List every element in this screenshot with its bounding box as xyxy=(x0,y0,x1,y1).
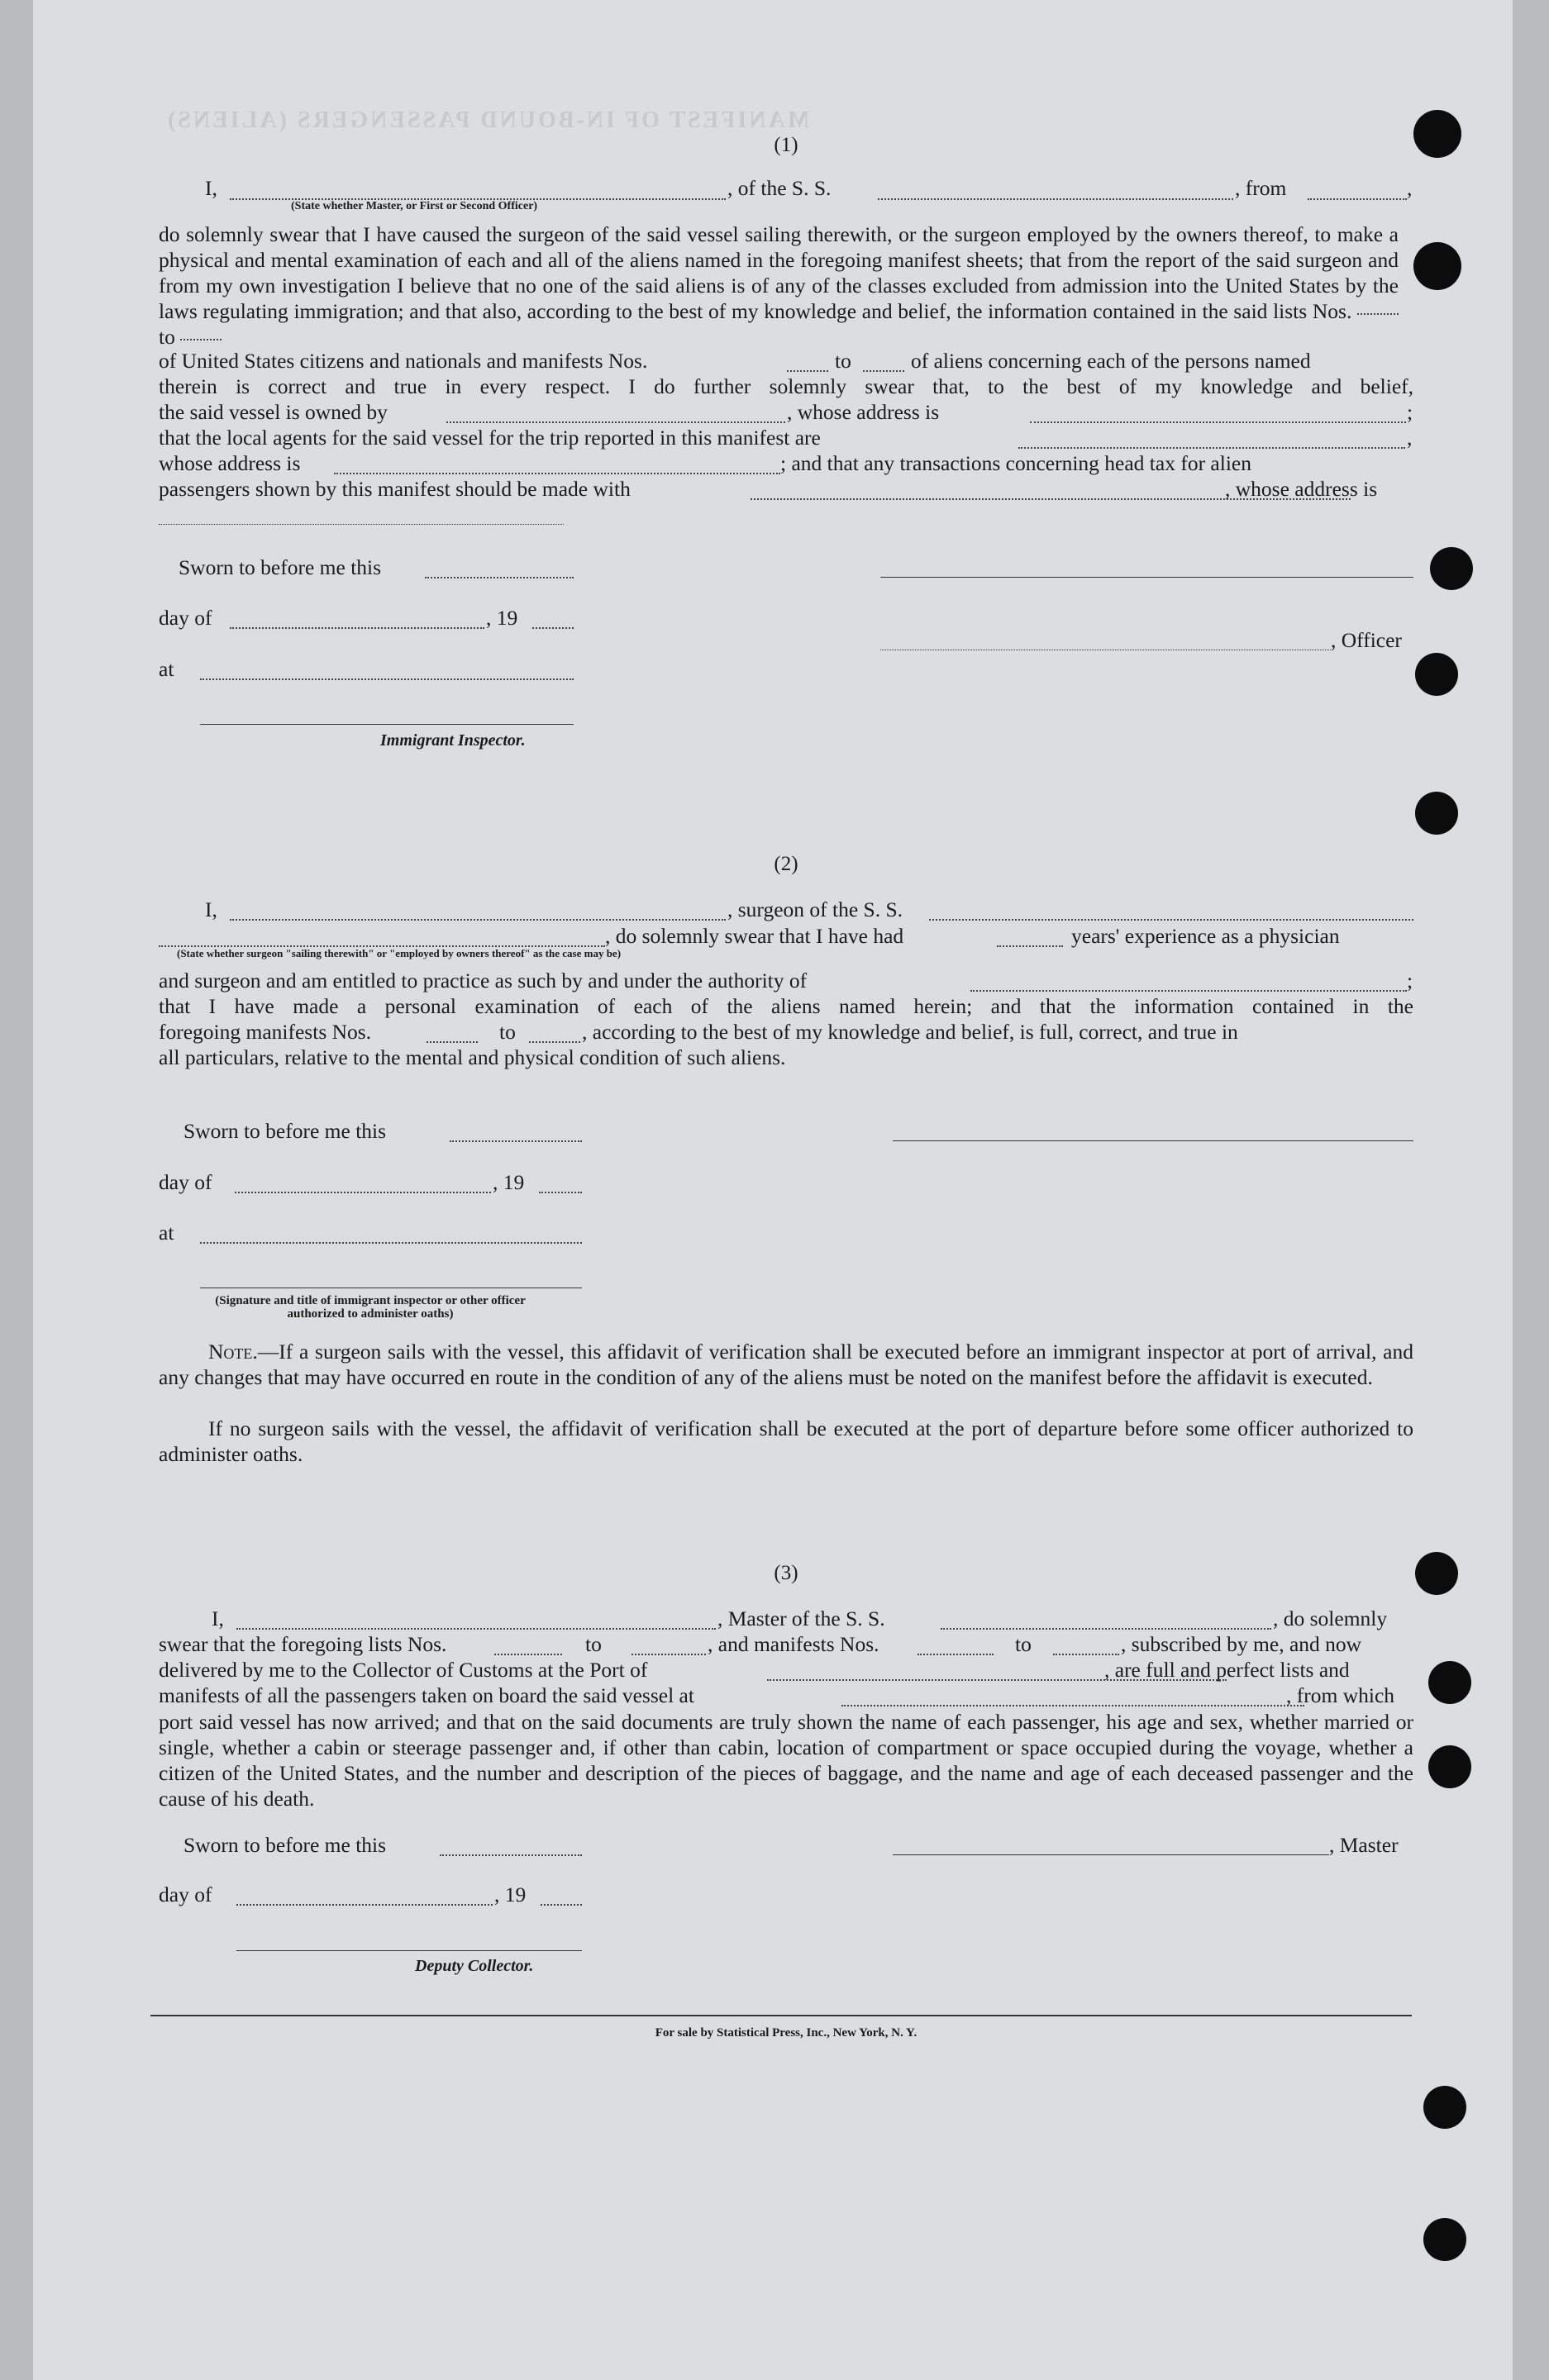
l4: that I have made a personal examination of each of the aliens named herein; and that the information contained in the xyxy=(159,994,1413,1018)
officer-label: , Officer xyxy=(1331,628,1402,652)
l6: all particulars, relative to the mental and physical condition of such aliens. xyxy=(159,1045,786,1069)
day-of-field[interactable] xyxy=(230,627,484,629)
manifest-no-to-field[interactable] xyxy=(863,370,904,372)
list-no-from-field[interactable] xyxy=(1357,313,1399,315)
l7-a: of United States citizens and nationals and manifests Nos. xyxy=(159,349,648,373)
l4-b: , from which xyxy=(1286,1683,1395,1707)
l3-b: , are full and perfect lists and xyxy=(1104,1658,1350,1682)
list-no-to-field[interactable] xyxy=(180,339,222,340)
surgeon-signature-line xyxy=(893,1140,1413,1141)
l5-a: foregoing manifests Nos. xyxy=(159,1020,372,1044)
sworn-date-field[interactable] xyxy=(425,577,574,578)
vessel-name-field[interactable] xyxy=(929,919,1413,921)
section-heading: (3) xyxy=(774,1562,798,1584)
list-no-to-field[interactable] xyxy=(632,1654,706,1655)
sworn-date-field[interactable] xyxy=(450,1140,582,1142)
at-field[interactable] xyxy=(200,1242,582,1244)
punch-hole xyxy=(1415,1552,1458,1595)
sworn-date-field[interactable] xyxy=(440,1854,582,1856)
day-of-label: day of xyxy=(159,1170,212,1194)
l9-c: ; xyxy=(1407,400,1413,424)
l1-b: , surgeon of the S. S. xyxy=(727,897,903,921)
manifest-no-from-field[interactable] xyxy=(917,1654,994,1655)
surgeon-hint: (State whether surgeon "sailing therewith" or "employed by owners thereof" as the case may be) xyxy=(177,947,622,959)
sworn-label: Sworn to before me this xyxy=(183,1119,387,1143)
vessel-name-field[interactable] xyxy=(878,198,1233,200)
l2-b: years' experience as a physician xyxy=(1071,924,1340,948)
year-label: , 19 xyxy=(493,1170,525,1194)
years-experience-field[interactable] xyxy=(997,945,1063,947)
master-signature-line xyxy=(893,1854,1329,1855)
l2-a: swear that the foregoing lists Nos. xyxy=(159,1632,447,1656)
l12-b: , whose address is xyxy=(1225,477,1378,501)
punch-hole xyxy=(1430,547,1473,590)
l2-e: , subscribed by me, and now xyxy=(1121,1632,1362,1656)
l10-b: , xyxy=(1407,426,1413,450)
sworn-label: Sworn to before me this xyxy=(183,1833,387,1857)
l11-b: ; and that any transactions concerning head tax for alien xyxy=(780,451,1251,475)
signature-title-note: (Signature and title of immigrant inspector or other officer authorized to administer oaths) xyxy=(215,1294,526,1321)
manifest-no-to-field[interactable] xyxy=(529,1041,580,1043)
comma: , xyxy=(1407,176,1413,200)
manifest-no-from-field[interactable] xyxy=(787,370,828,372)
manifest-no-from-field[interactable] xyxy=(427,1041,478,1043)
l5-c: , according to the best of my knowledge and belief, is full, correct, and true in xyxy=(582,1020,1238,1044)
at-field[interactable] xyxy=(200,678,574,680)
sworn-label: Sworn to before me this xyxy=(179,555,382,579)
l3-a: delivered by me to the Collector of Customs at the Port of xyxy=(159,1658,648,1682)
immigrant-inspector-caption: Immigrant Inspector. xyxy=(380,731,526,750)
punch-hole xyxy=(1415,792,1458,835)
note-paragraph-2: If no surgeon sails with the vessel, the affidavit of verification shall be executed at the port of departure before some officer authorized to administer oaths. xyxy=(159,1416,1413,1466)
manifest-no-to-field[interactable] xyxy=(1053,1654,1119,1655)
l2-c: , and manifests Nos. xyxy=(708,1632,879,1656)
l4-a: manifests of all the passengers taken on board the said vessel at xyxy=(159,1683,694,1707)
l7-c: of aliens concerning each of the persons named xyxy=(911,349,1311,373)
label-of-ss: , of the S. S. xyxy=(727,176,832,200)
punch-hole xyxy=(1428,1661,1471,1704)
year-label: , 19 xyxy=(494,1883,527,1906)
label-from: , from xyxy=(1235,176,1287,200)
l7-to: to xyxy=(835,349,851,373)
l1-b: , Master of the S. S. xyxy=(717,1606,885,1630)
officer-hint: (State whether Master, or First or Second Officer) xyxy=(291,200,538,212)
l3-b: ; xyxy=(1407,969,1413,992)
l2-to-2: to xyxy=(1015,1632,1032,1656)
master-label: , Master xyxy=(1329,1833,1399,1857)
day-of-label: day of xyxy=(159,1883,212,1906)
l5-to: to xyxy=(499,1020,516,1044)
section-heading: (2) xyxy=(774,853,798,875)
officer-signature-line-1 xyxy=(880,577,1413,578)
punch-hole xyxy=(1428,1745,1471,1788)
year-field[interactable] xyxy=(539,1192,582,1193)
printer-footer: For sale by Statistical Press, Inc., New York, N. Y. xyxy=(655,2026,917,2040)
l11-a: whose address is xyxy=(159,451,301,475)
day-of-field[interactable] xyxy=(235,1192,491,1193)
list-no-from-field[interactable] xyxy=(494,1654,562,1655)
manifest-back-sheet xyxy=(33,0,1513,2380)
deputy-signature-line xyxy=(236,1950,582,1951)
punch-hole xyxy=(1415,653,1458,696)
inspector-signature-line xyxy=(200,724,574,725)
master-name-field[interactable] xyxy=(236,1628,716,1630)
l9-b: , whose address is xyxy=(787,400,940,424)
label-i: I, xyxy=(205,176,217,200)
at-label: at xyxy=(159,657,174,681)
owner-address-field[interactable] xyxy=(1030,421,1406,423)
port-from-field[interactable] xyxy=(1308,198,1407,200)
at-label: at xyxy=(159,1221,174,1245)
deputy-collector-caption: Deputy Collector. xyxy=(415,1957,534,1975)
affidavit-paragraph: do solemnly swear that I have caused the surgeon of the said vessel sailing therewith, or the surgeon employed by the owners thereof, to make a physical and mental examination of each and all of the aliens named in the foregoing manifest sheets; that from the report of the said surgeon and from my own investigation I believe that no one of the said aliens is of any of the classes excluded from admission into the United States by the laws regulating immigration; and that also, according to the best of my knowledge and belief, the information contained in the said lists Nos. to xyxy=(159,222,1399,349)
year-field[interactable] xyxy=(541,1904,582,1906)
l10-a: that the local agents for the said vessel for the trip reported in this manifest are xyxy=(159,426,821,450)
punch-hole xyxy=(1423,2086,1466,2129)
day-of-field[interactable] xyxy=(236,1904,493,1906)
boarding-port-field[interactable] xyxy=(841,1705,1304,1706)
l8: therein is correct and true in every respect. I do further solemnly swear that, to the best of my knowledge and belief, xyxy=(159,374,1413,398)
punch-hole xyxy=(1423,2218,1466,2261)
punch-hole xyxy=(1413,242,1461,290)
label-i: I, xyxy=(212,1606,224,1630)
l2-a: , do solemnly swear that I have had xyxy=(605,924,904,948)
address-continuation-line xyxy=(159,524,564,525)
section-heading: (1) xyxy=(774,134,798,156)
l9-a: the said vessel is owned by xyxy=(159,400,388,424)
day-of-label: day of xyxy=(159,606,212,630)
l12-a: passengers shown by this manifest should be made with xyxy=(159,477,631,501)
label-i: I, xyxy=(205,897,217,921)
bleed-through-text: MANIFEST OF IN-BOUND PASSENGERS (ALIENS) xyxy=(165,107,810,133)
footer-rule xyxy=(150,2015,1412,2016)
punch-hole xyxy=(1413,110,1461,158)
master-paragraph: port said vessel has now arrived; and that on the said documents are truly shown the name of each passenger, his age and sex, whether married or single, whether a cabin or steerage passenger and, if other than cabin, location of compartment or space occupied during the voyage, whether a citizen of the United States, and the number and description of the pieces of baggage, and the name and age of each deceased passenger and the cause of his death. xyxy=(159,1710,1413,1811)
owner-field[interactable] xyxy=(446,421,785,423)
l1-c: , do solemnly xyxy=(1273,1606,1388,1630)
year-label: , 19 xyxy=(486,606,518,630)
local-agents-field[interactable] xyxy=(1018,447,1405,449)
agents-address-field[interactable] xyxy=(334,473,780,474)
year-field[interactable] xyxy=(532,627,574,629)
l3-a: and surgeon and am entitled to practice as such by and under the authority of xyxy=(159,969,808,992)
l2-to-1: to xyxy=(585,1632,602,1656)
surgeon-name-field[interactable] xyxy=(230,919,726,921)
note-paragraph: Note.—If a surgeon sails with the vessel, this affidavit of verification shall be executed before an immigrant inspector at port of arrival, and any changes that may have occurred en route in the condition of any of the aliens must be noted on the manifest before the affidavit is executed. xyxy=(159,1340,1413,1389)
authority-field[interactable] xyxy=(970,990,1407,992)
vessel-name-field[interactable] xyxy=(941,1628,1271,1630)
